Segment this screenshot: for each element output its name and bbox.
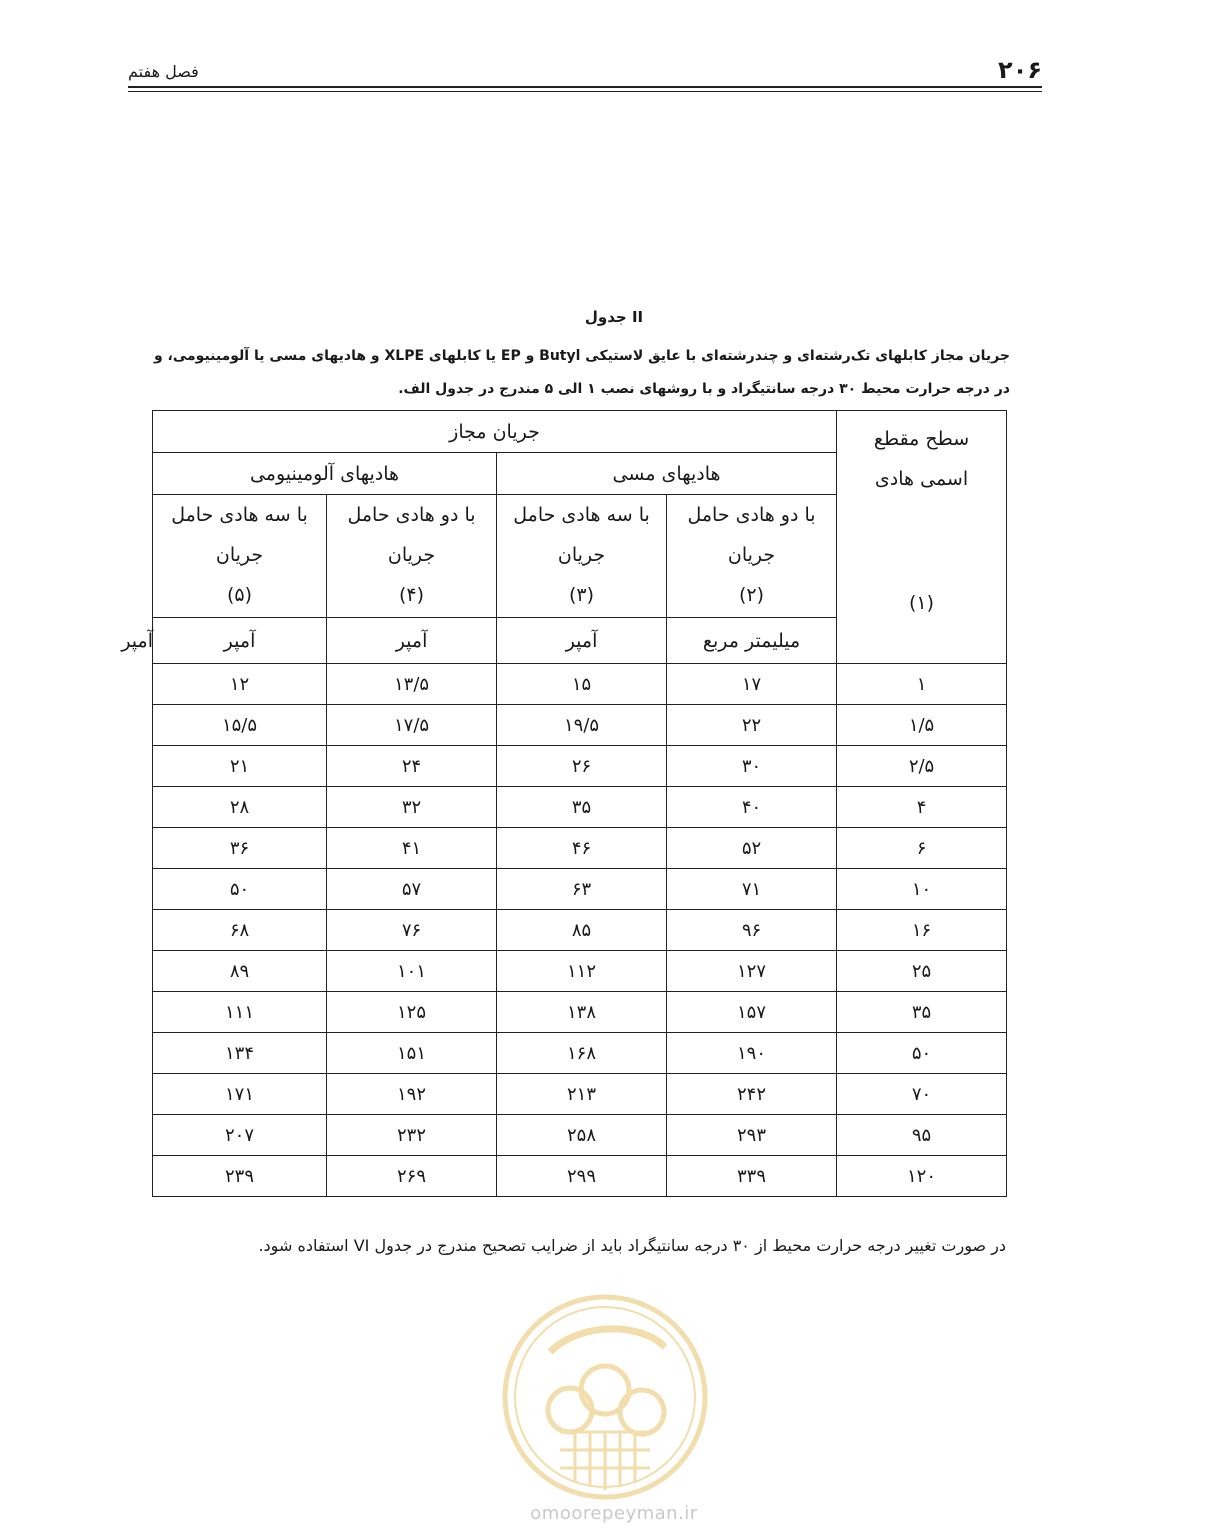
aluminum-header: هادیهای آلومینیومی [153,453,497,495]
ampacity-cell: ۲۲ [667,705,837,746]
cross-section-cell: ۱۶ [837,910,1007,951]
ampacity-cell: ۱۷/۵ [327,705,497,746]
column-header-line1: با دو هادی حامل [347,504,476,526]
watermark-logo [490,1282,720,1512]
column-header-number: (۲) [739,584,765,606]
ampacity-cell: ۱۵۷ [667,992,837,1033]
ampacity-cell: ۲۸ [153,787,327,828]
table-row [153,787,1007,828]
ampacity-cell: ۲۱۳ [497,1074,667,1115]
cross-section-cell: ۶ [837,828,1007,869]
ampacity-cell: ۵۷ [327,869,497,910]
ampacity-cell: ۲۱ [153,746,327,787]
section-header-line1: سطح مقطع [873,428,970,450]
ampacity-cell: ۸۹ [153,951,327,992]
watermark-url: omoorepeyman.ir [530,1503,698,1524]
header-rule-thin [128,91,1042,92]
table-row [153,992,1007,1033]
chapter-title: فصل هفتم [128,62,199,81]
table-row [153,869,1007,910]
cross-section-cell: ۳۵ [837,992,1007,1033]
ampacity-table [121,410,1007,1197]
column-header-2 [667,495,837,618]
ampacity-cell: ۵۲ [667,828,837,869]
ampacity-cell: ۹۶ [667,910,837,951]
ampacity-cell: ۳۲ [327,787,497,828]
table-row [153,746,1007,787]
ampacity-cell: ۱۲۷ [667,951,837,992]
column-header-line2: جریان [387,544,436,566]
ampacity-cell: ۱۵ [497,664,667,705]
ampacity-cell: ۶۳ [497,869,667,910]
ampacity-cell: ۱۲۵ [327,992,497,1033]
unit-cell: آمپر [497,618,667,664]
ampacity-cell: ۲۶۹ [327,1156,497,1197]
copper-header: هادیهای مسی [497,453,837,495]
cross-section-cell: ۱۰ [837,869,1007,910]
ampacity-cell: ۸۵ [497,910,667,951]
section-header-cell [837,411,1007,664]
ampacity-cell: ۲۴ [327,746,497,787]
cross-section-cell: ۱/۵ [837,705,1007,746]
section-header-number: (۱) [909,592,935,614]
ampacity-cell: ۳۳۹ [667,1156,837,1197]
ampacity-cell: ۱۹۲ [327,1074,497,1115]
table-row [153,951,1007,992]
ampacity-cell: ۲۹۳ [667,1115,837,1156]
ampacity-cell: ۲۴۲ [667,1074,837,1115]
table-row [153,1074,1007,1115]
ampacity-cell: ۱۱۲ [497,951,667,992]
ampacity-cell: ۱۵/۵ [153,705,327,746]
ampacity-cell: ۴۱ [327,828,497,869]
table-row [153,705,1007,746]
unit-cell: میلیمتر مربع [667,618,837,664]
ampacity-cell: ۱۹۰ [667,1033,837,1074]
ampacity-cell: ۱۳۴ [153,1033,327,1074]
cross-section-cell: ۹۵ [837,1115,1007,1156]
ampacity-cell: ۴۶ [497,828,667,869]
ampacity-cell: ۱۷ [667,664,837,705]
ampacity-cell: ۲۶ [497,746,667,787]
column-header-line2: جریان [215,544,264,566]
ampacity-cell: ۶۸ [153,910,327,951]
column-header-line2: جریان [557,544,606,566]
ampacity-cell: ۲۳۲ [327,1115,497,1156]
ampacity-cell: ۲۹۹ [497,1156,667,1197]
ampacity-cell: ۱۲ [153,664,327,705]
ampacity-cell: ۱۹/۵ [497,705,667,746]
header-rule-thick [128,86,1042,88]
unit-cell: آمپر [327,618,497,664]
ampacity-cell: ۱۰۱ [327,951,497,992]
cross-section-cell: ۱۲۰ [837,1156,1007,1197]
column-header-number: (۳) [569,584,595,606]
page-header [128,50,1042,96]
ampacity-cell: ۲۳۹ [153,1156,327,1197]
ampacity-cell: ۷۶ [327,910,497,951]
table-row [153,828,1007,869]
current-header: جریان مجاز [153,411,837,453]
column-header-3 [497,495,667,618]
column-header-line2: جریان [727,544,776,566]
ampacity-cell: ۵۰ [153,869,327,910]
ampacity-cell: ۱۷۱ [153,1074,327,1115]
column-header-line1: با سه هادی حامل [171,504,308,526]
column-header-line1: با دو هادی حامل [687,504,816,526]
cross-section-cell: ۲۵ [837,951,1007,992]
ampacity-cell: ۳۶ [153,828,327,869]
ampacity-cell: ۲۵۸ [497,1115,667,1156]
units-row: میلیمتر مربع آمپر آمپر آمپر آمپر [153,618,1007,664]
cross-section-cell: ۷۰ [837,1074,1007,1115]
ampacity-cell: ۱۳/۵ [327,664,497,705]
section-header-line2: اسمی هادی [874,468,969,490]
table-row [153,1033,1007,1074]
table-row [153,1115,1007,1156]
ampacity-cell: ۳۵ [497,787,667,828]
table-title: جدول II [584,308,644,326]
column-header-line1: با سه هادی حامل [513,504,650,526]
ampacity-cell: ۱۱۱ [153,992,327,1033]
table-row [153,664,1007,705]
cross-section-cell: ۱ [837,664,1007,705]
ampacity-cell: ۱۶۸ [497,1033,667,1074]
table-row [153,910,1007,951]
ampacity-cell: ۴۰ [667,787,837,828]
ampacity-cell: ۳۰ [667,746,837,787]
page-number: ۲۰۶ [998,56,1042,84]
column-header-number: (۴) [399,584,425,606]
footnote: در صورت تغییر درجه حرارت محیط از ۳۰ درجه سانتیگراد باید از ضرایب تصحیح مندرج در جدول VI استفاده شود. [258,1236,1006,1255]
ampacity-cell: ۷۱ [667,869,837,910]
cross-section-cell: ۵۰ [837,1033,1007,1074]
unit-cell: آمپر [153,618,327,664]
table-row [153,1156,1007,1197]
ampacity-cell: ۲۰۷ [153,1115,327,1156]
column-header-number: (۵) [226,584,253,606]
cross-section-cell: ۴ [837,787,1007,828]
ampacity-cell: ۱۳۸ [497,992,667,1033]
table-caption: جریان مجاز کابلهای تک‌رشته‌ای و چندرشته‌ای با عایق لاستیکی Butyl و EP یا کابلهای XLPE و هادیهای مسی یا آلومینیومی، و در درجه حرارت محیط ۳۰ درجه سانتیگراد و با روشهای نصب ۱ الی ۵ مندرج در جدول الف. [153,348,1010,397]
cross-section-cell: ۲/۵ [837,746,1007,787]
ampacity-cell: ۱۵۱ [327,1033,497,1074]
column-header-5 [153,495,327,618]
column-header-4 [327,495,497,618]
